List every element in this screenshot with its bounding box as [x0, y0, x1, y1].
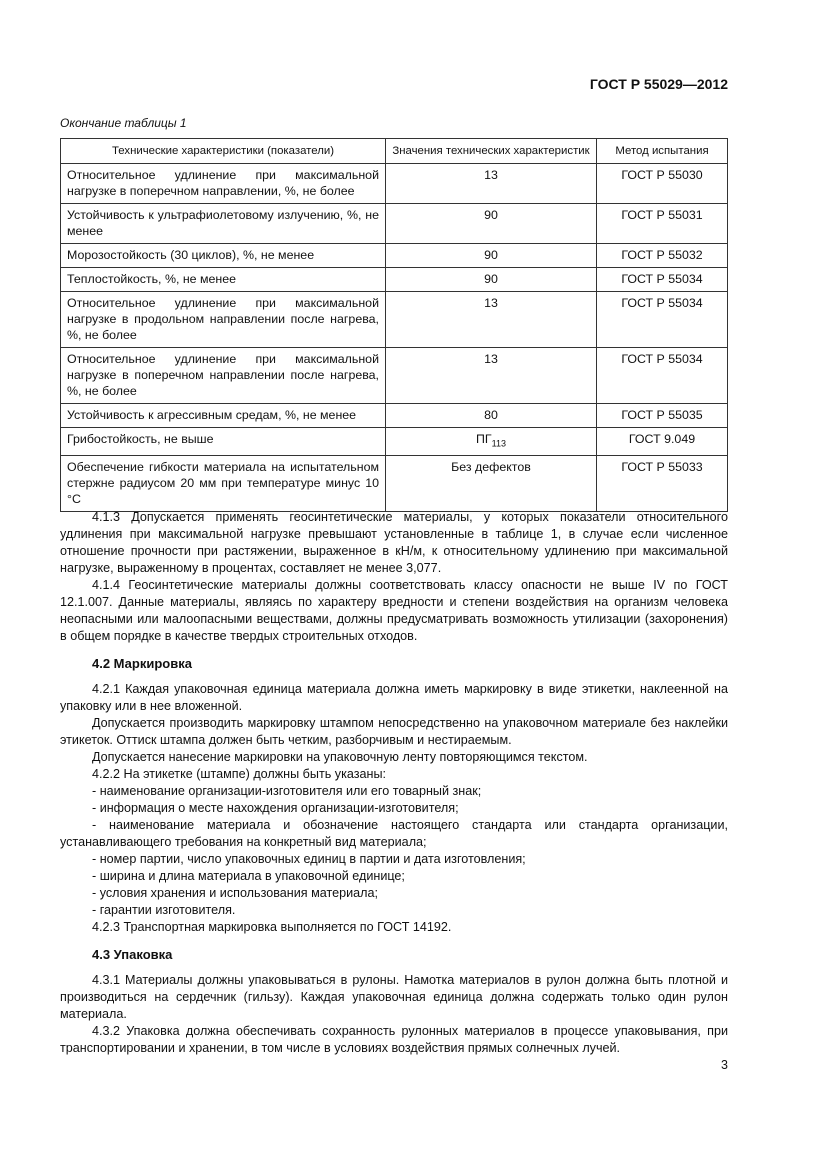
list-item: - ширина и длина материала в упаковочной единице; — [92, 869, 405, 883]
method-cell: ГОСТ Р 55033 — [597, 456, 728, 512]
paragraph: 4.3.1 Материалы должны упаковываться в рулоны. Намотка материалов в рулон должна быть плотной и производиться на сердечник (гильзу). Каждая упаковочная единица должна содержать только один рулон материала. — [60, 973, 728, 1021]
paragraph: 4.1.4 Геосинтетические материалы должны соответствовать классу опасности не выше IV по ГОСТ 12.1.007. Данные материалы, являясь по характеру вредности и степени воздействия на организм человека неопасными или малоопасными веществами, должны предусматривать возможность утилизации (захоронения) в общем порядке в качестве твердых строительных отходов. — [60, 578, 728, 643]
paragraph: 4.2.2 На этикетке (штампе) должны быть указаны: — [92, 767, 386, 781]
table-row — [61, 348, 728, 404]
value-cell: 90 — [386, 204, 597, 244]
column-header: Технические характеристики (показатели) — [61, 139, 386, 164]
method-cell: ГОСТ Р 55035 — [597, 404, 728, 428]
characteristic-cell: Обеспечение гибкости материала на испытательном стержне радиусом 20 мм при температуре минус 10 °С — [61, 456, 386, 512]
paragraph: 4.3.2 Упаковка должна обеспечивать сохранность рулонных материалов в процессе упаковывания, при транспортировании и хранении, в том числе в условиях воздействия прямых солнечных лучей. — [60, 1024, 728, 1055]
method-cell: ГОСТ Р 55031 — [597, 204, 728, 244]
characteristic-cell: Грибостойкость, не выше — [61, 428, 386, 456]
value-cell: 13 — [386, 292, 597, 348]
table-row — [61, 428, 728, 456]
method-cell: ГОСТ 9.049 — [597, 428, 728, 456]
method-cell: ГОСТ Р 55030 — [597, 164, 728, 204]
value-cell: 90 — [386, 244, 597, 268]
method-cell: ГОСТ Р 55034 — [597, 268, 728, 292]
characteristic-cell: Относительное удлинение при максимальной нагрузке в поперечном направлении, %, не более — [61, 164, 386, 204]
list-item: - условия хранения и использования материала; — [92, 886, 378, 900]
paragraph: Допускается производить маркировку штампом непосредственно на упаковочном материале без наклейки этикеток. Оттиск штампа должен быть четким, разборчивым и нестираемым. — [60, 716, 728, 747]
characteristic-cell: Относительное удлинение при максимальной нагрузке в поперечном направлении после нагрева, %, не более — [61, 348, 386, 404]
table-row — [61, 164, 728, 204]
list-item: - гарантии изготовителя. — [92, 903, 236, 917]
value-cell: Без дефектов — [386, 456, 597, 512]
paragraph: 4.2.3 Транспортная маркировка выполняется по ГОСТ 14192. — [92, 920, 452, 934]
section-heading: 4.3 Упаковка — [92, 947, 173, 962]
table-caption: Окончание таблицы 1 — [60, 116, 187, 130]
page-number: 3 — [721, 1058, 728, 1072]
table-row — [61, 268, 728, 292]
paragraph: 4.1.3 Допускается применять геосинтетические материалы, у которых показатели относительного удлинения при максимальной нагрузке превышают установленные в таблице 1, в случае если численное отношение прочности при растяжении, выраженное в кН/м, к относительному удлинению при максимальной нагрузке, выраженному в процентах, составляет не менее 3,077. — [60, 510, 728, 575]
table-row — [61, 456, 728, 512]
value-cell: 13 — [386, 164, 597, 204]
column-header: Значения технических характеристик — [386, 139, 597, 164]
characteristic-cell: Теплостойкость, %, не менее — [61, 268, 386, 292]
value-cell: 90 — [386, 268, 597, 292]
table-header-row — [61, 139, 728, 164]
value-subscript: 113 — [491, 438, 506, 449]
paragraph: Допускается нанесение маркировки на упаковочную ленту повторяющимся текстом. — [92, 750, 588, 764]
list-item: - наименование организации-изготовителя или его товарный знак; — [92, 784, 482, 798]
value-cell — [386, 428, 597, 456]
method-cell: ГОСТ Р 55032 — [597, 244, 728, 268]
table-row — [61, 404, 728, 428]
table-row — [61, 204, 728, 244]
section-heading: 4.2 Маркировка — [92, 656, 192, 671]
document-header: ГОСТ Р 55029—2012 — [589, 76, 728, 92]
list-item: - наименование материала и обозначение настоящего стандарта или стандарта организации, устанавливающего требования на конкретный вид материала; — [60, 818, 728, 849]
specifications-table — [60, 138, 728, 512]
value-cell: 80 — [386, 404, 597, 428]
value-cell: 13 — [386, 348, 597, 404]
paragraph: 4.2.1 Каждая упаковочная единица материала должна иметь маркировку в виде этикетки, наклеенной на упаковку или в нее вложенной. — [60, 682, 728, 713]
value-text: ПГ — [476, 432, 492, 446]
column-header: Метод испытания — [597, 139, 728, 164]
list-item: - информация о месте нахождения организации-изготовителя; — [92, 801, 459, 815]
method-cell: ГОСТ Р 55034 — [597, 348, 728, 404]
table-row — [61, 292, 728, 348]
method-cell: ГОСТ Р 55034 — [597, 292, 728, 348]
characteristic-cell: Устойчивость к ультрафиолетовому излучению, %, не менее — [61, 204, 386, 244]
table-row — [61, 244, 728, 268]
characteristic-cell: Устойчивость к агрессивным средам, %, не менее — [61, 404, 386, 428]
list-item: - номер партии, число упаковочных единиц в партии и дата изготовления; — [92, 852, 526, 866]
characteristic-cell: Относительное удлинение при максимальной нагрузке в продольном направлении после нагрева, %, не более — [61, 292, 386, 348]
characteristic-cell: Морозостойкость (30 циклов), %, не менее — [61, 244, 386, 268]
document-body — [60, 509, 728, 1057]
